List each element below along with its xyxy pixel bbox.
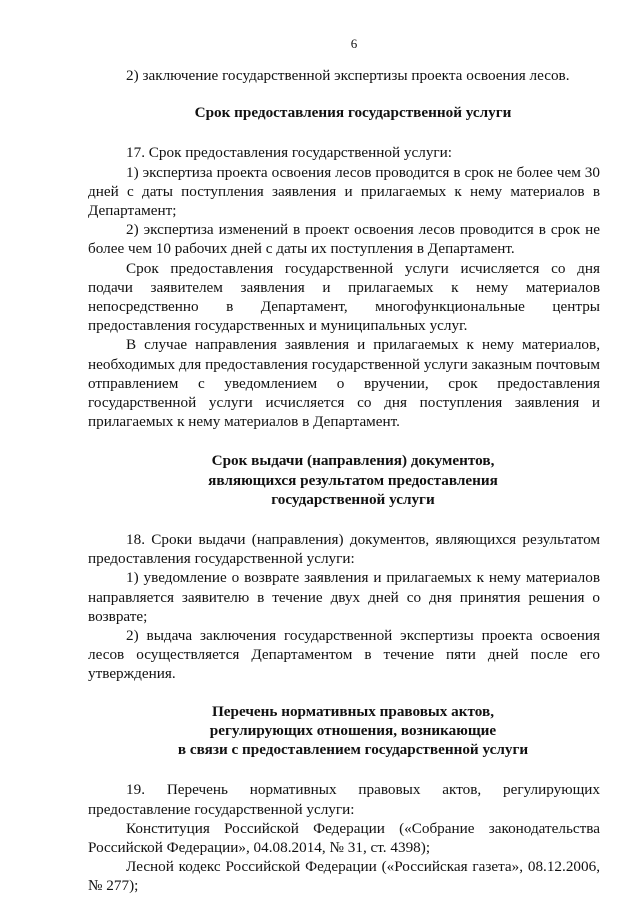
paragraph-17-item-1: 1) экспертиза проекта освоения лесов проводится в срок не более чем 30 дней с даты поступления заявления и прилагаемых к нему материалов в Департамент; <box>88 163 600 220</box>
heading-issue-term-line-2: являющихся результатом предоставления <box>208 471 498 489</box>
paragraph-conclusion-item: 2) заключение государственной экспертизы проекта освоения лесов. <box>126 67 570 84</box>
heading-issue-term-line-1: Срок выдачи (направления) документов, <box>211 452 495 470</box>
section-17 <box>88 143 600 431</box>
paragraph-17-item-2: 2) экспертиза изменений в проект освоения лесов проводится в срок не более чем 10 рабочих дней с даты их поступления в Департамент. <box>88 221 600 258</box>
paragraph-18-item-2: 2) выдача заключения государственной экспертизы проекта освоения лесов осуществляется Департаментом в течение пяти дней после его утверждения. <box>88 627 600 683</box>
heading-issue-term-line-3: государственной услуги <box>271 490 435 508</box>
heading-issue-term <box>106 451 600 509</box>
paragraph-19-forest-code: Лесной кодекс Российской Федерации («Российская газета», 08.12.2006, № 277); <box>88 858 600 895</box>
page-number: 6 <box>350 36 358 51</box>
paragraph-19-intro: 19. Перечень нормативных правовых актов, регулирующих предоставление государственной услуги: <box>88 781 600 818</box>
paragraph-17-intro: 17. Срок предоставления государственной услуги: <box>126 144 452 162</box>
heading-legal-acts <box>106 702 600 760</box>
heading-legal-acts-line-3: в связи с предоставлением государственной услуги <box>177 741 529 759</box>
paragraph-19-constitution: Конституция Российской Федерации («Собрание законодательства Российской Федерации», 04.08.2014, № 31, ст. 4398); <box>88 819 600 856</box>
paragraph-17-calculation: Срок предоставления государственной услуги исчисляется со дня подачи заявителем заявления и прилагаемых к нему материалов непосредственно в Департамент, многофункциональные центры предоставления государственных и муниципальных услуг. <box>88 259 600 335</box>
heading-service-term: Срок предоставления государственной услуги <box>194 104 512 122</box>
heading-legal-acts-line-2: регулирующих отношения, возникающие <box>209 721 497 739</box>
heading-legal-acts-line-1: Перечень нормативных правовых актов, <box>211 702 495 720</box>
section-19 <box>88 780 600 895</box>
paragraph-17-postal: В случае направления заявления и прилагаемых к нему материалов, необходимых для предоставления государственной услуги заказным почтовым отправлением с уведомлением о вручении, срок предоставления государственной услуги исчисляется со дня поступления заявления и прилагаемых к нему материалов в Департамент. <box>88 336 600 431</box>
section-18 <box>88 530 600 684</box>
paragraph-18-intro: 18. Сроки выдачи (направления) документов, являющихся результатом предоставления государственной услуги: <box>88 531 600 568</box>
paragraph-18-item-1: 1) уведомление о возврате заявления и прилагаемых к нему материалов направляется заявителю в течение двух дней со дня принятия решения о возврате; <box>88 569 600 625</box>
